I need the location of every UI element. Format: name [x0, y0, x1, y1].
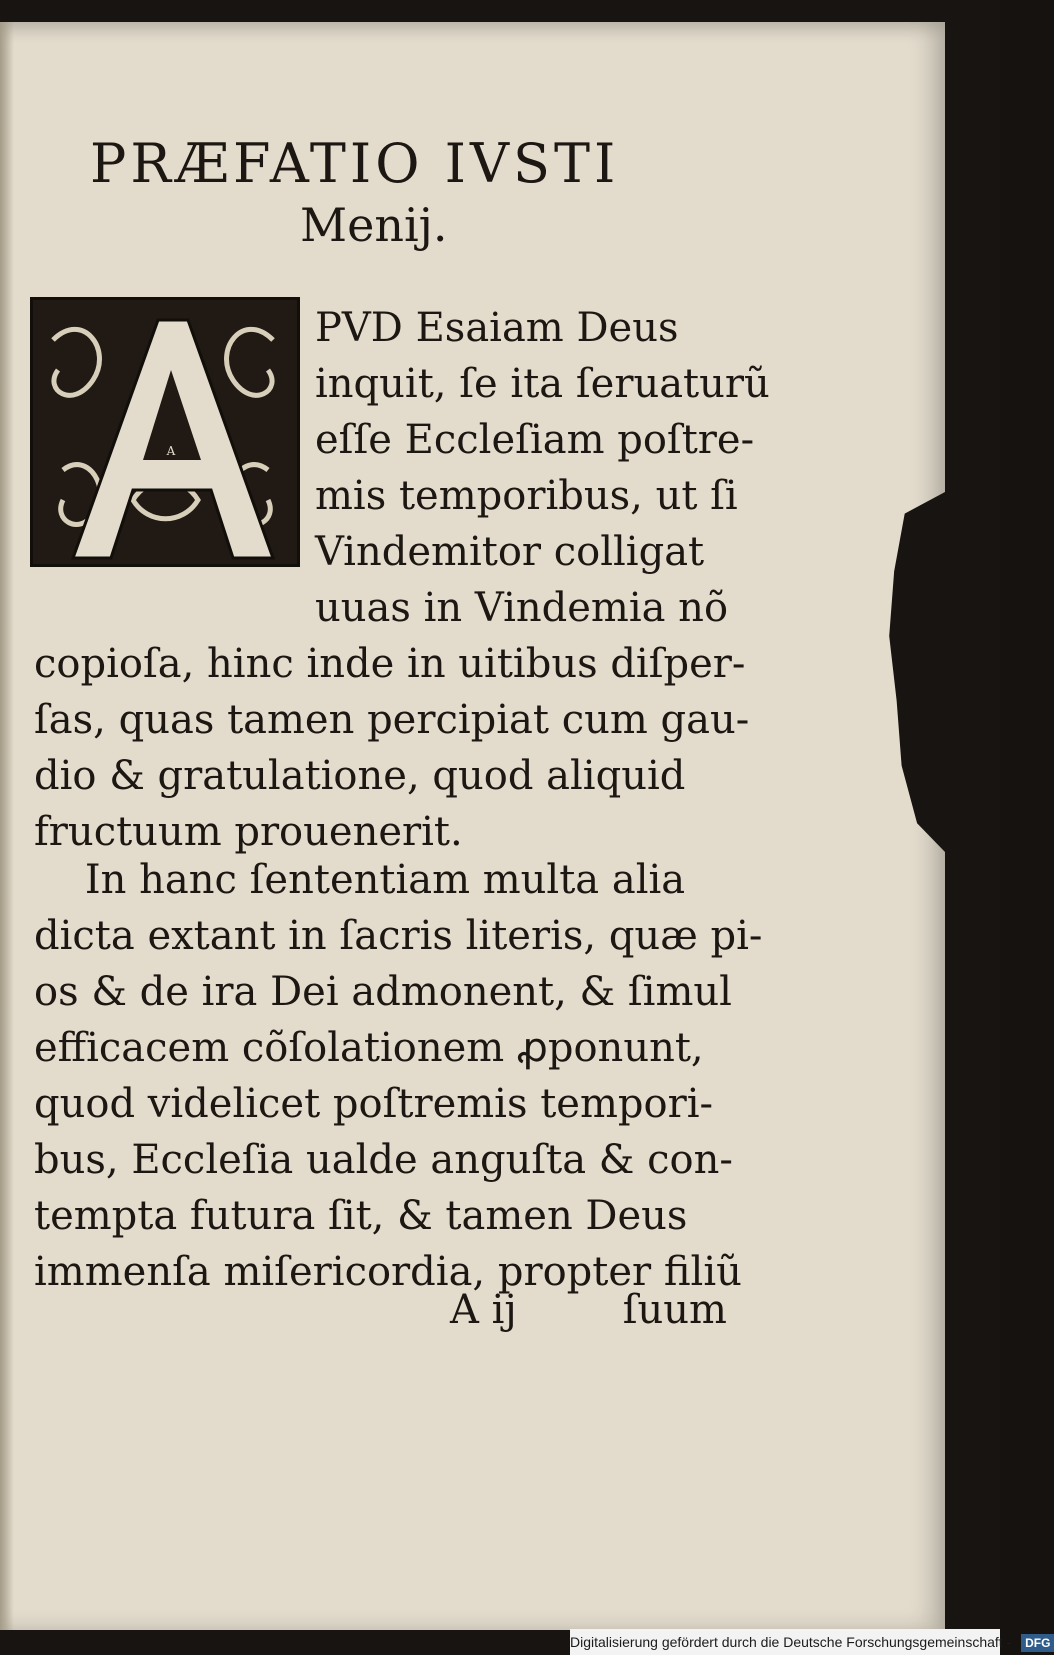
paragraph-1-indented	[315, 300, 770, 636]
text-line: immenſa miſericordia, propter filiũ	[34, 1249, 742, 1295]
text-line: dio & gratulatione, quod aliquid	[34, 753, 686, 799]
text-line: PVD Esaiam Deus	[315, 305, 679, 351]
paragraph-1-continuation	[34, 636, 749, 860]
signature-mark: A ij	[450, 1287, 517, 1333]
decorated-initial-a	[30, 297, 300, 567]
text-line: inquit, ſe ita ſeruaturũ	[315, 361, 770, 407]
catchword: ſuum	[622, 1287, 727, 1333]
book-page	[0, 22, 945, 1630]
text-line: uuas in Vindemia nõ	[315, 585, 729, 631]
text-line: Vindemitor colligat	[315, 529, 705, 575]
text-line: dicta extant in ſacris literis, quæ pi-	[34, 913, 763, 959]
page-title: PRÆFATIO IVSTI	[90, 132, 620, 195]
text-line: bus, Eccleſia ualde anguſta & con-	[34, 1137, 733, 1183]
text-line: fructuum prouenerit.	[34, 809, 463, 855]
digitization-banner	[570, 1629, 1051, 1655]
page-subtitle: Menij.	[300, 198, 448, 252]
banner-text: Digitalisierung gefördert durch die Deutsche Forschungsgemeinschaft -	[570, 1634, 1012, 1650]
text-line: quod videlicet poſtremis tempori-	[34, 1081, 714, 1127]
text-line: os & de ira Dei admonent, & ſimul	[34, 969, 732, 1015]
paragraph-2	[34, 852, 762, 1300]
text-line: ſas, quas tamen percipiat cum gau-	[34, 697, 750, 743]
dfg-logo-icon: DFG	[1021, 1634, 1054, 1652]
page-footer	[450, 1287, 727, 1333]
ornament-drop-cap-icon	[33, 300, 297, 564]
text-line: tempta futura ſit, & tamen Deus	[34, 1193, 688, 1239]
text-line: copioſa, hinc inde in uitibus diſper-	[34, 641, 746, 687]
page-gutter-shadow	[0, 22, 14, 1630]
text-line: efficacem cõſolationem ꝓponunt,	[34, 1025, 704, 1071]
text-line: mis temporibus, ut ſi	[315, 473, 738, 519]
text-line: eſſe Eccleſiam poſtre-	[315, 417, 755, 463]
svg-text:A: A	[166, 444, 176, 458]
text-line: In hanc ſententiam multa alia	[34, 857, 686, 903]
torn-page-edge	[883, 492, 945, 852]
